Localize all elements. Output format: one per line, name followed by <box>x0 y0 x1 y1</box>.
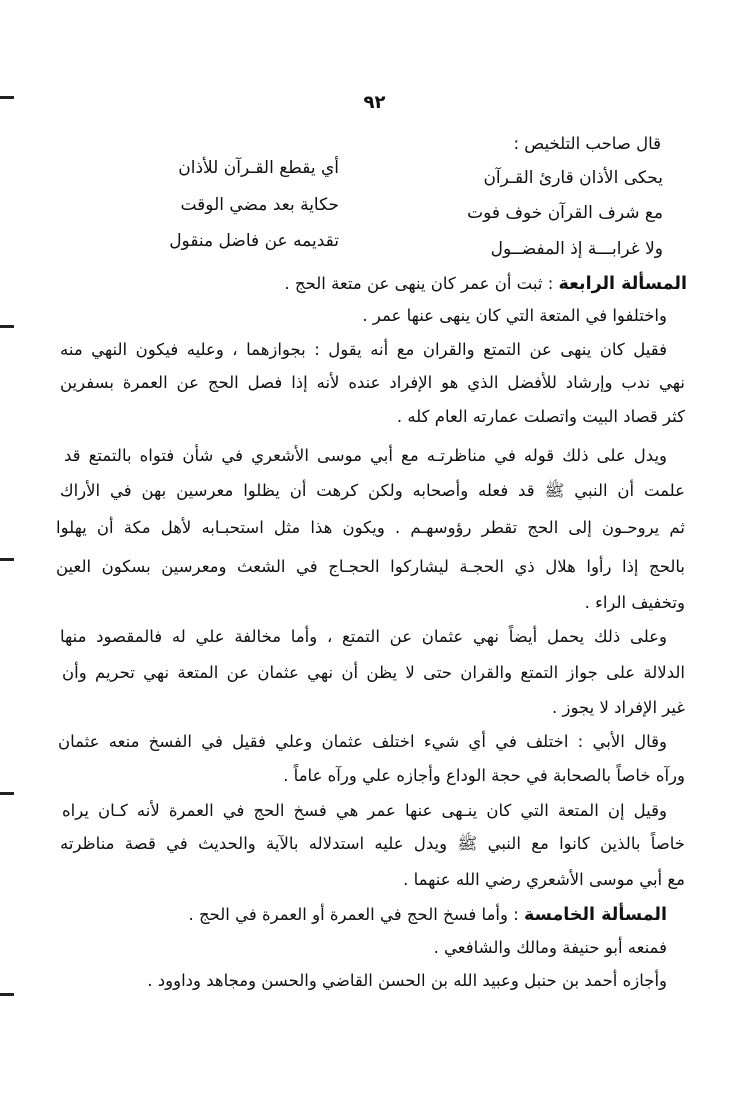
issue-label: المسألة الخامسة <box>524 905 667 925</box>
verse-second-hemistich: حكاية بعد مضي الوقت <box>180 195 339 215</box>
paragraph-line: وأجازه أحمد بن حنبل وعبيد الله بن الحسن القاضي والحسن ومجاهد وداوود . <box>147 971 667 990</box>
paragraph-line: علمت أن النبي ﷺ قد فعله وأصحابه ولكن كرهت أن يظلوا معرسين بهن في الأراك <box>60 481 685 500</box>
paragraph-line: واختلفوا في المتعة التي كان ينهى عنها عمر . <box>362 306 667 325</box>
verse-second-hemistich: أي يقطع القـرآن للأذان <box>178 158 339 178</box>
verse-first-hemistich: ولا غرابـــة إذ المفضــول <box>490 239 663 259</box>
issue-text: : ثبت أن عمر كان ينهى عن متعة الحج . <box>284 274 554 293</box>
margin-mark <box>0 792 14 795</box>
issue-heading <box>60 903 667 927</box>
paragraph-line: وعلى ذلك يحمل أيضاً نهي عثمان عن التمتع ، وأما مخالفة علي له فالمقصود منها <box>60 627 667 646</box>
paragraph-line: فمنعه أبو حنيفة ومالك والشافعي . <box>433 938 667 957</box>
issue-text: : وأما فسخ الحج في العمرة أو العمرة في الحج . <box>188 905 519 924</box>
paragraph-line: مع أبي موسى الأشعري رضي الله عنهما . <box>403 870 685 889</box>
margin-mark <box>0 993 14 996</box>
issue-heading <box>60 272 687 296</box>
margin-mark <box>0 558 14 561</box>
verse-first-hemistich: مع شرف القرآن خوف فوت <box>467 203 663 223</box>
paragraph-line: ثم يروحـون إلى الحج تقطر رؤوسهـم . ويكون هذا مثل استحبـابه لأهل مكة أن يهلوا <box>56 518 685 537</box>
paragraph-line: ويدل على ذلك قوله في مناظرتـه مع أبي موسى الأشعري في شأن فتواه بالتمتع قد <box>64 446 667 465</box>
paragraph-line: كثر قصاد البيت واتصلت عمارته العام كله . <box>396 407 685 426</box>
page-number: ٩٢ <box>363 92 386 113</box>
paragraph-line: وتخفيف الراء . <box>584 593 685 612</box>
verse-second-hemistich: تقديمه عن فاضل منقول <box>169 231 339 251</box>
paragraph-line: نهي ندب وإرشاد للأفضل الذي هو الإفراد عنده لأنه إذا فصل الحج عن العمرة بسفرين <box>60 373 685 392</box>
paragraph-line: فقيل كان ينهى عن التمتع والقران مع أنه يقول : بجوازهما ، وعليه فيكون النهي منه <box>60 340 667 359</box>
paragraph-line: ورآه خاصاً بالصحابة في حجة الوداع وأجازه علي ورآه عاماً . <box>283 766 685 785</box>
issue-label: المسألة الرابعة <box>558 274 687 294</box>
paragraph-line: الدلالة على جواز التمتع والقران حتى لا يظن أن نهي عثمان عن المتعة نهي تحريم وأن <box>62 663 685 682</box>
paragraph-line: غير الإفراد لا يجوز . <box>552 698 685 717</box>
margin-mark <box>0 325 14 328</box>
paragraph-line: بالحج إذا رأوا هلال ذي الحجـة ليشاركوا الحجـاج في الشعث ومعرسين بسكون العين <box>56 557 685 576</box>
paragraph-line: خاصاً بالذين كانوا مع النبي ﷺ ويدل عليه استدلاله بالآية والحديث في قصة مناظرته <box>60 834 685 853</box>
paragraph-line: وقال الأبي : اختلف في أي شيء اختلف عثمان وعلي فقيل في الفسخ منعه عثمان <box>58 732 667 751</box>
poem-intro: قال صاحب التلخيص : <box>513 134 661 153</box>
paragraph-line: وقيل إن المتعة التي كان ينـهى عنها عمر هي فسخ الحج في العمرة لأنه كـان يراه <box>62 801 667 820</box>
verse-first-hemistich: يحكى الأذان قارئ القـرآن <box>483 168 663 188</box>
